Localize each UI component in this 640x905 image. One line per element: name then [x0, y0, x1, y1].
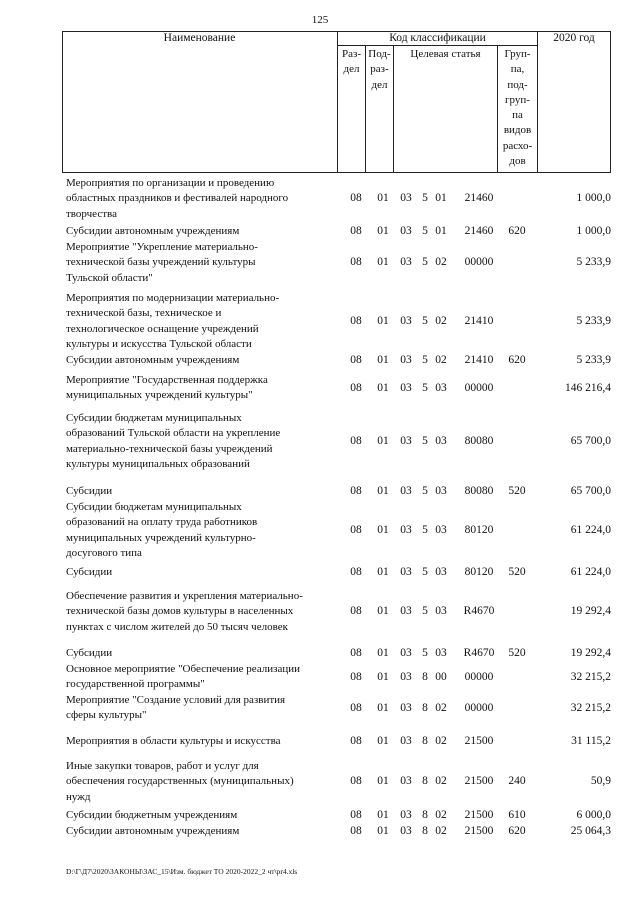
code-pr: 01	[377, 735, 389, 747]
row-name-line: образований Тульской области на укрепление	[66, 427, 281, 440]
code-t4: 21500	[464, 735, 494, 747]
row-name-line: Субсидии автономным учреждениям	[66, 225, 240, 237]
row-amount: 32 215,2	[570, 670, 611, 683]
code-r: 08	[350, 647, 362, 659]
row-amount: 1 000,0	[576, 225, 611, 237]
row-name-line: технологическое оснащение учреждений	[66, 322, 259, 335]
code-vr: 620	[508, 825, 526, 837]
row-name-line: Мероприятия по модернизации материально-	[66, 292, 280, 304]
code-r: 08	[350, 566, 362, 578]
row-amount: 19 292,4	[570, 647, 611, 659]
code-t4: 80080	[464, 434, 494, 447]
code-t3: 02	[435, 825, 447, 837]
code-t1: 03	[400, 566, 412, 578]
table-row	[0, 353, 640, 368]
code-r: 08	[350, 225, 362, 237]
code-pr: 01	[377, 825, 389, 837]
row-name-line: Субсидии бюджетам муниципальных	[66, 501, 242, 513]
row-amount: 5 233,9	[576, 314, 611, 327]
code-t3: 02	[435, 314, 447, 327]
code-t2: 5	[422, 256, 428, 269]
table-row	[0, 291, 640, 352]
row-name-line: областных праздников и фестивалей народного	[66, 192, 289, 205]
code-r: 08	[350, 381, 362, 394]
code-t1: 03	[400, 670, 412, 683]
code-pr: 01	[377, 485, 389, 497]
row-amount: 146 216,4	[565, 381, 611, 394]
code-t3: 02	[435, 809, 447, 821]
row-name	[66, 373, 336, 404]
code-pr: 01	[377, 647, 389, 659]
row-name-line: пунктах с числом жителей до 50 тысяч человек	[66, 620, 288, 633]
table-row	[0, 411, 640, 472]
table-row	[0, 693, 640, 724]
row-name-line: культуры и искусства Тульской области	[66, 337, 252, 350]
code-r: 08	[350, 605, 362, 618]
row-name	[66, 484, 336, 499]
row-amount: 6 000,0	[576, 809, 611, 821]
code-t2: 8	[422, 670, 428, 683]
code-r: 08	[350, 192, 362, 205]
code-t2: 5	[422, 192, 428, 205]
table-row	[0, 734, 640, 749]
code-t3: 00	[435, 670, 447, 683]
code-t1: 03	[400, 605, 412, 618]
row-name	[66, 734, 336, 749]
code-pr: 01	[377, 314, 389, 327]
row-name	[66, 662, 336, 693]
code-t1: 03	[400, 485, 412, 497]
header-code-group: Код классификации	[389, 32, 486, 44]
row-name	[66, 824, 336, 839]
code-r: 08	[350, 523, 362, 536]
code-t3: 03	[435, 647, 447, 659]
table-header	[62, 31, 611, 173]
row-name	[66, 353, 336, 368]
code-t3: 02	[435, 775, 447, 788]
code-t3: 03	[435, 523, 447, 536]
code-t2: 5	[422, 566, 428, 578]
code-t4: 21460	[464, 192, 494, 205]
code-pr: 01	[377, 434, 389, 447]
code-t1: 03	[400, 225, 412, 237]
code-t1: 03	[400, 314, 412, 327]
code-t4: 00000	[464, 381, 494, 394]
code-vr: 520	[508, 647, 526, 659]
row-name-line: Иные закупки товаров, работ и услуг для	[66, 760, 259, 772]
code-t4: 00000	[464, 701, 494, 714]
code-t2: 8	[422, 735, 428, 747]
table-row	[0, 808, 640, 823]
code-t4: 21460	[464, 225, 494, 237]
code-pr: 01	[377, 523, 389, 536]
row-name-line: государственной программы"	[66, 678, 205, 691]
code-t2: 5	[422, 523, 428, 536]
code-pr: 01	[377, 809, 389, 821]
code-vr: 520	[508, 485, 526, 497]
code-t3: 03	[435, 434, 447, 447]
code-r: 08	[350, 670, 362, 683]
code-t4: 21500	[464, 809, 494, 821]
row-name-line: технической базы учреждений культуры	[66, 256, 256, 269]
row-name	[66, 565, 336, 580]
row-name-line: Субсидии	[66, 485, 113, 497]
table-row	[0, 484, 640, 499]
code-vr: 620	[508, 354, 526, 366]
row-name	[66, 291, 336, 352]
code-pr: 01	[377, 670, 389, 683]
header-name: Наименование	[163, 32, 236, 44]
code-t3: 02	[435, 354, 447, 366]
code-t4: 80120	[464, 523, 494, 536]
row-amount: 61 224,0	[570, 523, 611, 536]
header-target-article: Целевая статья	[410, 48, 481, 60]
code-t2: 5	[422, 354, 428, 366]
code-t3: 02	[435, 256, 447, 269]
footer-file-path: D:\Г\Д7\2020\ЗАКОНЫ\ЗАС_15\Изм. бюджет ТО 2020-2022_2 чт\pr4.xls	[66, 867, 298, 876]
code-vr: 520	[508, 566, 526, 578]
row-name-line: Мероприятия по организации и проведению	[66, 177, 275, 189]
header-expense-type: Груп- па, под- груп- па видов расхо- дов	[502, 48, 533, 168]
code-pr: 01	[377, 256, 389, 269]
code-t2: 8	[422, 775, 428, 788]
row-name	[66, 240, 336, 286]
row-name	[66, 224, 336, 239]
code-t2: 5	[422, 381, 428, 394]
row-name-line: досугового типа	[66, 546, 142, 559]
code-t2: 8	[422, 825, 428, 837]
row-amount: 50,9	[590, 775, 611, 788]
code-r: 08	[350, 354, 362, 366]
row-amount: 5 233,9	[576, 256, 611, 269]
code-t3: 02	[435, 735, 447, 747]
row-name	[66, 176, 336, 222]
row-name	[66, 500, 336, 561]
table-row	[0, 646, 640, 661]
code-t3: 03	[435, 605, 447, 618]
table-row	[0, 240, 640, 286]
code-pr: 01	[377, 605, 389, 618]
code-vr: 240	[508, 775, 526, 788]
code-t1: 03	[400, 434, 412, 447]
code-t1: 03	[400, 381, 412, 394]
code-t4: 00000	[464, 670, 494, 683]
row-amount: 25 064,3	[570, 825, 611, 837]
row-name-line: Мероприятие "Государственная поддержка	[66, 374, 268, 386]
table-row	[0, 500, 640, 561]
row-name-line: образований на оплату труда работников	[66, 516, 258, 529]
code-pr: 01	[377, 566, 389, 578]
code-t1: 03	[400, 825, 412, 837]
code-vr: 610	[508, 809, 526, 821]
code-r: 08	[350, 735, 362, 747]
row-amount: 19 292,4	[570, 605, 611, 618]
row-amount: 61 224,0	[570, 566, 611, 578]
table-row	[0, 224, 640, 239]
row-name-line: Мероприятие "Создание условий для развития	[66, 694, 286, 706]
table-row	[0, 824, 640, 839]
code-t1: 03	[400, 775, 412, 788]
code-t1: 03	[400, 523, 412, 536]
row-name-line: Субсидии бюджетным учреждениям	[66, 809, 238, 821]
row-name-line: Субсидии бюджетам муниципальных	[66, 412, 242, 424]
table-row	[0, 565, 640, 580]
code-r: 08	[350, 434, 362, 447]
row-name	[66, 808, 336, 823]
code-t3: 01	[435, 192, 447, 205]
code-pr: 01	[377, 381, 389, 394]
code-r: 08	[350, 809, 362, 821]
code-t3: 03	[435, 381, 447, 394]
row-name-line: культуры муниципальных образований	[66, 457, 250, 470]
code-t3: 01	[435, 225, 447, 237]
code-r: 08	[350, 314, 362, 327]
row-name-line: муниципальных учреждений культуры"	[66, 389, 253, 402]
row-name-line: технической базы домов культуры в населенных	[66, 605, 294, 618]
code-t4: 00000	[464, 256, 494, 269]
row-name	[66, 693, 336, 724]
row-name-line: Субсидии автономным учреждениям	[66, 825, 240, 837]
code-t4: R4670	[463, 605, 495, 618]
row-name-line: Мероприятие "Укрепление материально-	[66, 241, 258, 253]
table-row	[0, 759, 640, 805]
row-name	[66, 759, 336, 805]
code-t1: 03	[400, 809, 412, 821]
table-row	[0, 589, 640, 635]
header-year: 2020 год	[553, 32, 595, 44]
row-name-line: сферы культуры"	[66, 709, 147, 722]
code-pr: 01	[377, 192, 389, 205]
code-pr: 01	[377, 701, 389, 714]
code-r: 08	[350, 775, 362, 788]
code-vr: 620	[508, 225, 526, 237]
code-t1: 03	[400, 701, 412, 714]
code-t3: 03	[435, 566, 447, 578]
row-name	[66, 589, 336, 635]
code-t4: R4670	[463, 647, 495, 659]
code-t2: 8	[422, 701, 428, 714]
row-name-line: муниципальных учреждений культурно-	[66, 531, 256, 544]
row-name-line: нужд	[66, 790, 91, 803]
code-t2: 8	[422, 809, 428, 821]
table-row	[0, 373, 640, 404]
code-t1: 03	[400, 354, 412, 366]
row-name	[66, 646, 336, 661]
row-name-line: материально-технической базы учреждений	[66, 442, 273, 455]
code-r: 08	[350, 256, 362, 269]
row-name-line: Субсидии	[66, 647, 113, 659]
row-name-line: Основное мероприятие "Обеспечение реализации	[66, 663, 301, 675]
code-t2: 5	[422, 647, 428, 659]
code-pr: 01	[377, 354, 389, 366]
table-row	[0, 662, 640, 693]
row-name-line: технической базы, техническое и	[66, 307, 222, 320]
code-t2: 5	[422, 314, 428, 327]
row-name-line: Мероприятия в области культуры и искусства	[66, 735, 281, 747]
code-t4: 21500	[464, 775, 494, 788]
row-amount: 5 233,9	[576, 354, 611, 366]
row-name	[66, 411, 336, 472]
header-section: Раз- дел	[341, 48, 361, 76]
code-pr: 01	[377, 225, 389, 237]
row-amount: 65 700,0	[570, 485, 611, 497]
row-name-line: творчества	[66, 207, 117, 220]
row-amount: 65 700,0	[570, 434, 611, 447]
row-amount: 1 000,0	[576, 192, 611, 205]
code-t1: 03	[400, 256, 412, 269]
row-name-line: Обеспечение развития и укрепления материально-	[66, 590, 303, 602]
code-r: 08	[350, 701, 362, 714]
code-t1: 03	[400, 647, 412, 659]
code-r: 08	[350, 485, 362, 497]
code-t4: 21410	[464, 354, 494, 366]
row-name-line: Субсидии	[66, 566, 113, 578]
row-name-line: Субсидии автономным учреждениям	[66, 354, 240, 366]
code-t2: 5	[422, 485, 428, 497]
row-amount: 31 115,2	[571, 735, 611, 747]
code-t3: 03	[435, 485, 447, 497]
table-row	[0, 176, 640, 222]
row-name-line: обеспечения государственных (муниципальных)	[66, 775, 294, 788]
code-t1: 03	[400, 192, 412, 205]
header-subsection: Под- раз- дел	[368, 48, 391, 91]
code-r: 08	[350, 825, 362, 837]
row-name-line: Тульской области"	[66, 271, 153, 284]
code-t4: 80120	[464, 566, 494, 578]
page-number: 125	[311, 14, 329, 26]
code-t4: 80080	[464, 485, 494, 497]
code-pr: 01	[377, 775, 389, 788]
code-t3: 02	[435, 701, 447, 714]
row-amount: 32 215,2	[570, 701, 611, 714]
code-t4: 21410	[464, 314, 494, 327]
code-t2: 5	[422, 434, 428, 447]
code-t2: 5	[422, 225, 428, 237]
code-t4: 21500	[464, 825, 494, 837]
code-t1: 03	[400, 735, 412, 747]
code-t2: 5	[422, 605, 428, 618]
